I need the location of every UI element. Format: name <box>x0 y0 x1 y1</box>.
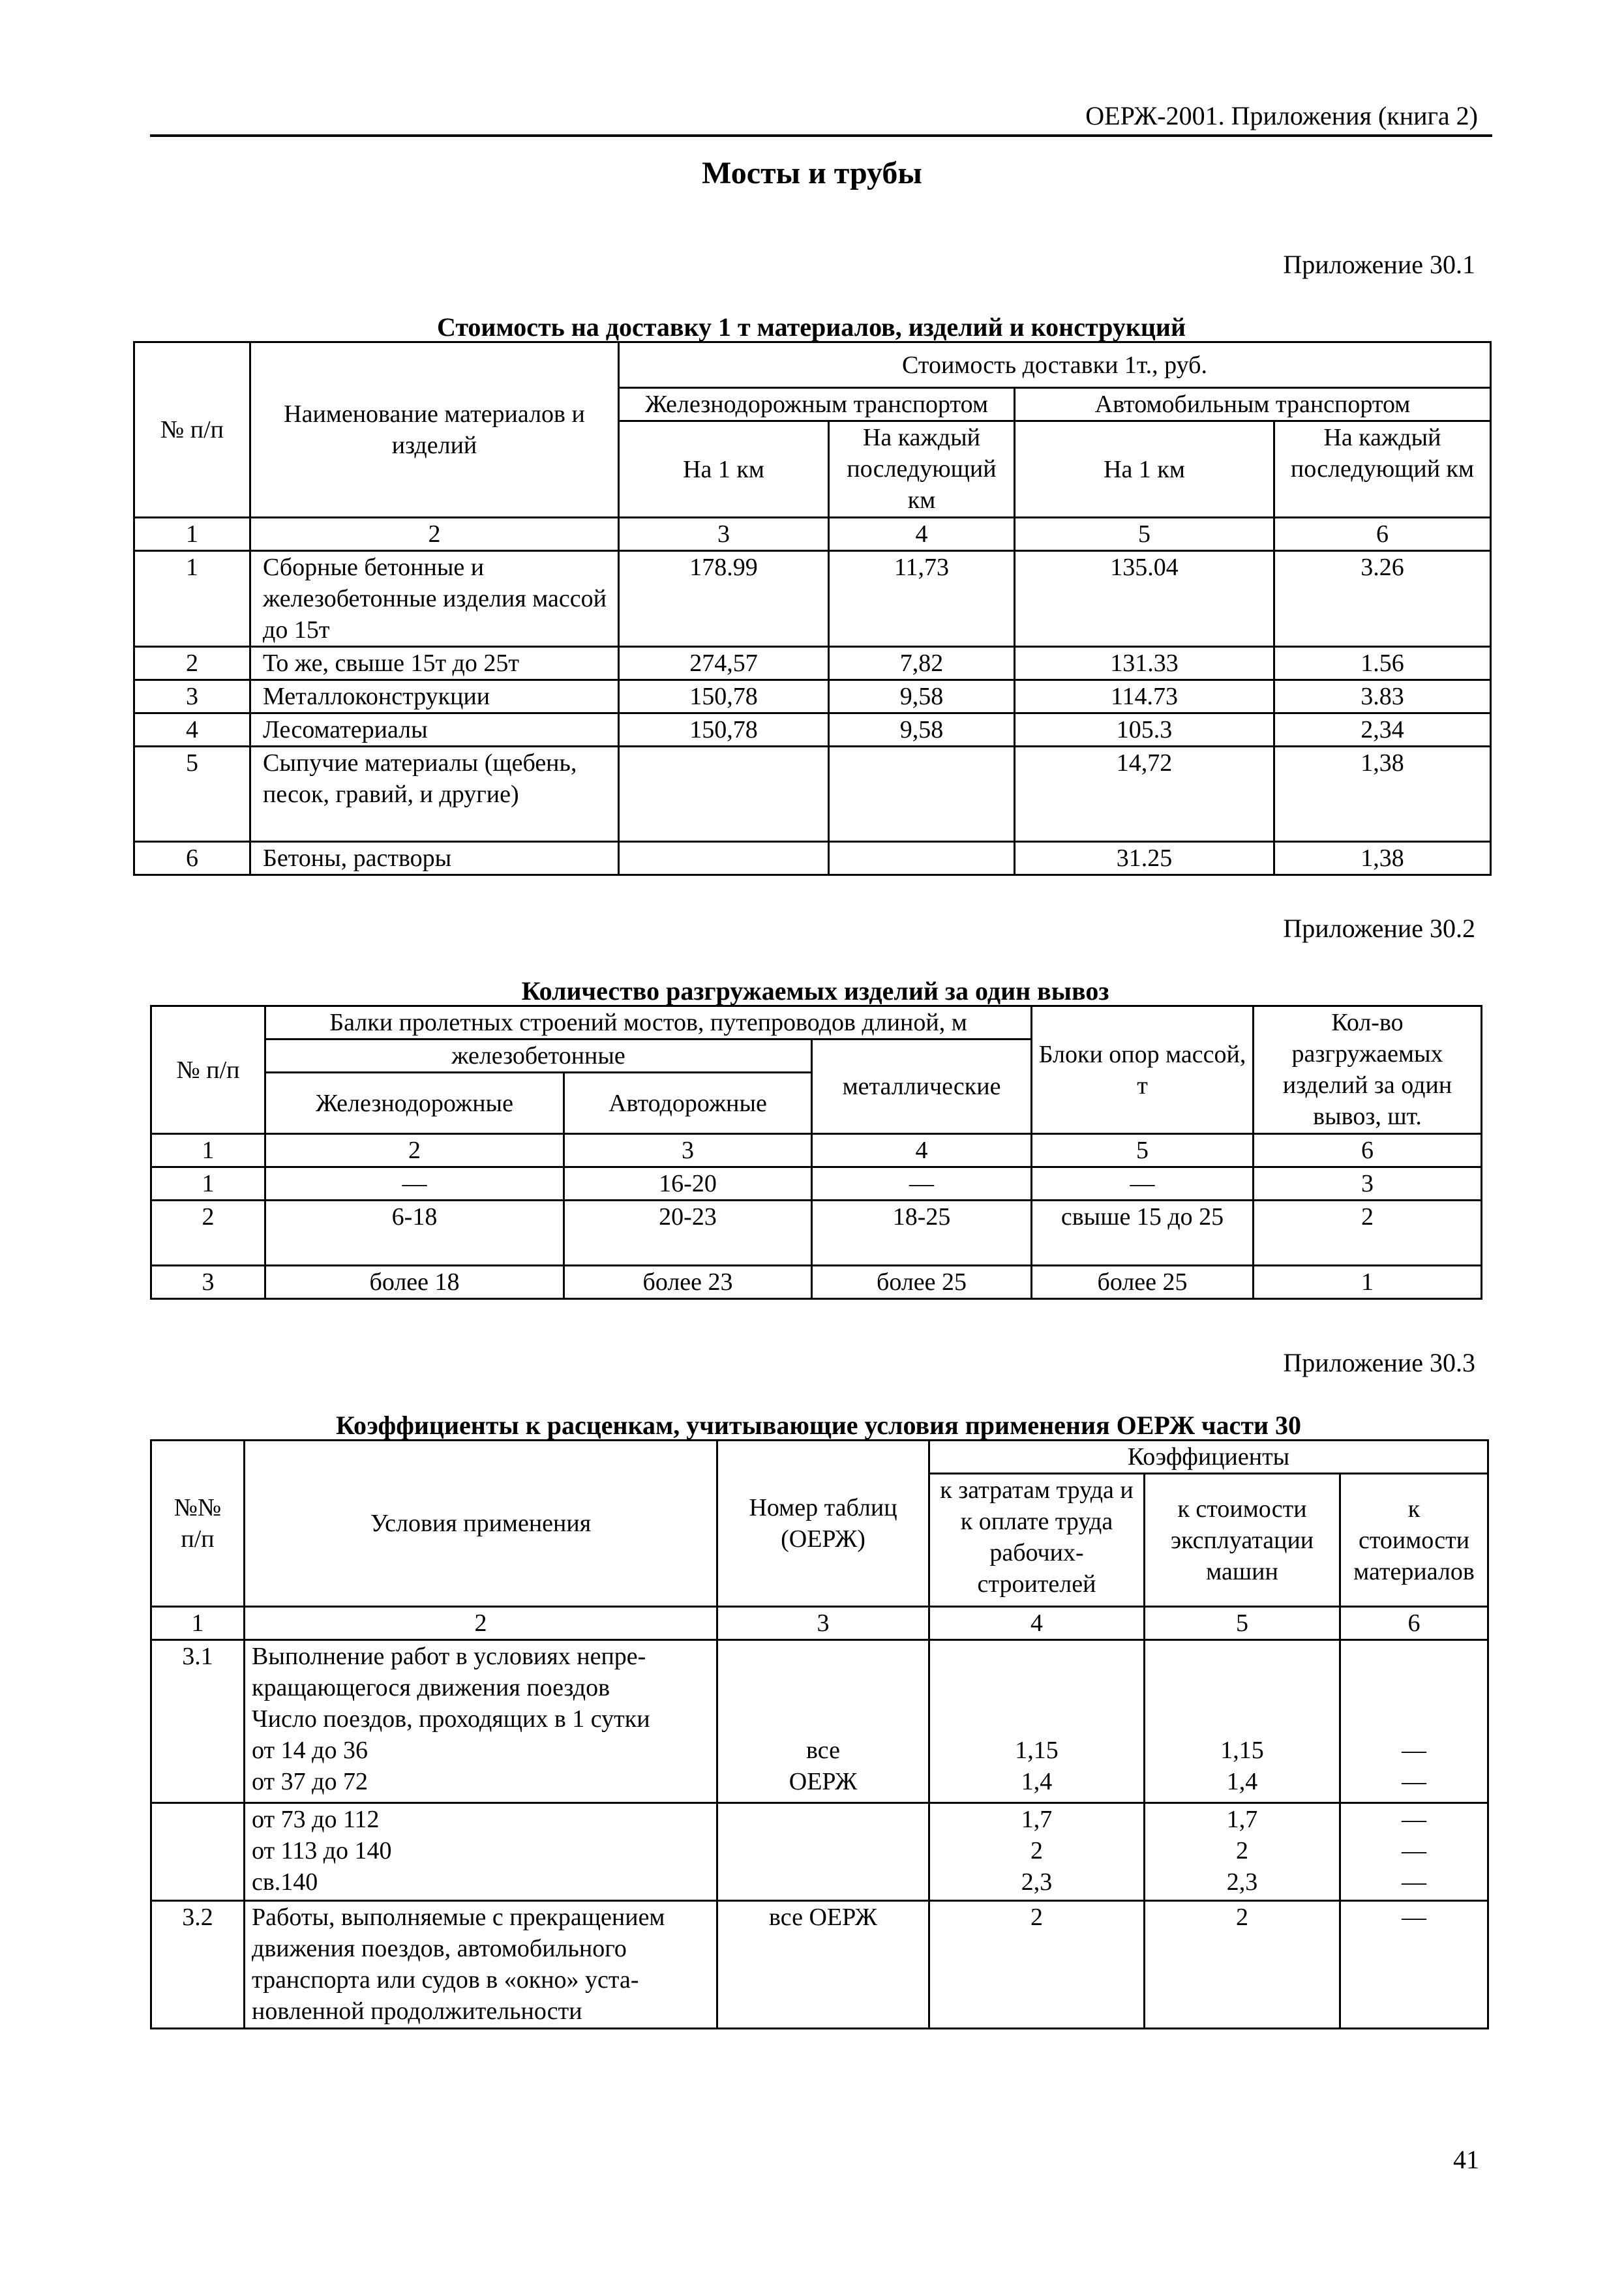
row-table-no: все ОЕРЖ <box>717 1901 929 2029</box>
header-materials-line: стоимости <box>1358 1526 1470 1554</box>
row-auto-km: 131.33 <box>1015 647 1274 680</box>
table-row <box>151 1167 1482 1201</box>
spacer <box>1149 1641 1335 1735</box>
materials-value: — <box>1402 1806 1427 1833</box>
row-name: Сыпучие материалы (щебень, песок, гравий, и другие) <box>250 747 619 842</box>
row-num: 3 <box>151 1266 265 1299</box>
spacer <box>1345 1641 1483 1735</box>
row-machines <box>1145 1640 1340 1803</box>
column-number: 5 <box>1032 1134 1254 1167</box>
header-auto-per-km: На 1 км <box>1015 421 1274 518</box>
row-num: 2 <box>151 1201 265 1266</box>
column-number: 1 <box>134 518 250 551</box>
column-number: 5 <box>1015 518 1274 551</box>
labor-value: 2 <box>1030 1837 1043 1864</box>
row-name: То же, свыше 15т до 25т <box>250 647 619 680</box>
table-row <box>151 1803 1488 1901</box>
header-rail: Железнодорожные <box>265 1073 564 1134</box>
header-rail-next-km: На каждый последующий км <box>829 421 1015 518</box>
column-number: 4 <box>829 518 1015 551</box>
delivery-cost-table <box>133 341 1492 876</box>
row-machines <box>1145 1803 1340 1901</box>
materials-value: — <box>1402 1737 1427 1764</box>
column-number-row <box>151 1134 1482 1167</box>
header-beams: Балки пролетных строений мостов, путепроводов длиной, м <box>265 1006 1032 1040</box>
row-rail-km <box>619 747 829 842</box>
table-row <box>151 1266 1482 1299</box>
row-conditions <box>245 1803 717 1901</box>
row-blocks: — <box>1032 1167 1254 1201</box>
header-road: Автодорожные <box>564 1073 812 1134</box>
header-auto-next-km: На каждый последующий км <box>1274 421 1491 518</box>
row-road: 16-20 <box>564 1167 812 1201</box>
row-num: 5 <box>134 747 250 842</box>
row-rail: — <box>265 1167 564 1201</box>
header-num: № п/п <box>134 342 250 518</box>
table-row <box>134 713 1491 747</box>
header-name: Наименование материалов и изделий <box>250 342 619 518</box>
row-num: 2 <box>134 647 250 680</box>
unloading-quantity-table <box>150 1005 1482 1300</box>
table-no-line: все <box>806 1737 840 1764</box>
page-number: 41 <box>1453 2145 1479 2174</box>
row-num: 3 <box>134 680 250 713</box>
column-number: 1 <box>151 1607 245 1640</box>
row-table-no <box>717 1803 929 1901</box>
condition-line: кращающегося движения поездов <box>252 1674 610 1701</box>
header-row <box>151 1006 1482 1040</box>
condition-line: новленной продолжительности <box>252 1997 582 2025</box>
row-name: Лесоматериалы <box>250 713 619 747</box>
row-num: 1 <box>134 551 250 647</box>
row-materials <box>1340 1803 1488 1901</box>
row-rail-km: 178.99 <box>619 551 829 647</box>
row-rail-next <box>829 747 1015 842</box>
table-row <box>134 842 1491 875</box>
row-auto-next: 1.56 <box>1274 647 1491 680</box>
row-name: Металлоконструкции <box>250 680 619 713</box>
column-number-row <box>151 1607 1488 1640</box>
row-table-no <box>717 1640 929 1803</box>
page-title: Мосты и трубы <box>702 156 922 190</box>
labor-value: 1,4 <box>1021 1768 1053 1795</box>
machines-value: 2,3 <box>1226 1868 1258 1896</box>
row-labor: 2 <box>929 1901 1145 2029</box>
labor-value: 1,15 <box>1015 1737 1059 1764</box>
header-table-no: Номер таблиц (ОЕРЖ) <box>717 1441 929 1607</box>
row-rail-km: 150,78 <box>619 713 829 747</box>
row-count: 3 <box>1254 1167 1482 1201</box>
row-rail: 6-18 <box>265 1201 564 1266</box>
row-blocks: свыше 15 до 25 <box>1032 1201 1254 1266</box>
header-count: Кол-во разгружаемых изделий за один вывоз, шт. <box>1254 1006 1482 1134</box>
row-name: Сборные бетонные и железобетонные изделия массой до 15т <box>250 551 619 647</box>
row-auto-km: 14,72 <box>1015 747 1274 842</box>
header-materials-line: к <box>1407 1495 1421 1523</box>
table-no-line: ОЕРЖ <box>789 1768 858 1795</box>
header-materials <box>1340 1474 1488 1607</box>
header-num: № п/п <box>151 1006 265 1134</box>
column-number-row <box>134 518 1491 551</box>
row-num: 4 <box>134 713 250 747</box>
table-row <box>134 747 1491 842</box>
row-num <box>151 1803 245 1901</box>
labor-value: 2,3 <box>1021 1868 1053 1896</box>
header-rail: Железнодорожным транспортом <box>619 388 1015 421</box>
row-rail-next: 11,73 <box>829 551 1015 647</box>
row-count: 1 <box>1254 1266 1482 1299</box>
row-rail-km <box>619 842 829 875</box>
labor-value: 1,7 <box>1021 1806 1053 1833</box>
row-auto-next: 3.26 <box>1274 551 1491 647</box>
column-number: 4 <box>812 1134 1032 1167</box>
row-metal: 18-25 <box>812 1201 1032 1266</box>
row-auto-next: 1,38 <box>1274 747 1491 842</box>
condition-line: Выполнение работ в условиях непре- <box>252 1643 646 1670</box>
header-reinforced-concrete: железобетонные <box>265 1040 812 1073</box>
header-coefficients: Коэффициенты <box>929 1441 1488 1474</box>
condition-line: Работы, выполняемые с прекращением <box>252 1904 665 1931</box>
condition-line: движения поездов, автомобильного <box>252 1935 627 1962</box>
row-name: Бетоны, растворы <box>250 842 619 875</box>
table-row <box>134 680 1491 713</box>
header-machines: к стоимости эксплуатации машин <box>1145 1474 1340 1607</box>
condition-line: от 37 до 72 <box>252 1768 368 1795</box>
running-header <box>150 97 1492 137</box>
condition-line: Число поездов, проходящих в 1 сутки <box>252 1705 650 1733</box>
column-number: 2 <box>265 1134 564 1167</box>
row-metal: более 25 <box>812 1266 1032 1299</box>
column-number: 1 <box>151 1134 265 1167</box>
header-rail-per-km: На 1 км <box>619 421 829 518</box>
header-metal: металлические <box>812 1040 1032 1134</box>
table-row <box>134 551 1491 647</box>
row-num: 3.1 <box>151 1640 245 1803</box>
header-num <box>151 1441 245 1607</box>
header-num-line: №№ <box>173 1494 222 1521</box>
header-row <box>151 1441 1488 1474</box>
header-conditions: Условия применения <box>245 1441 717 1607</box>
row-auto-km: 135.04 <box>1015 551 1274 647</box>
row-rail-next: 9,58 <box>829 680 1015 713</box>
column-number: 6 <box>1254 1134 1482 1167</box>
materials-value: — <box>1402 1768 1427 1795</box>
column-number: 6 <box>1340 1607 1488 1640</box>
column-number: 5 <box>1145 1607 1340 1640</box>
table-row <box>151 1640 1488 1803</box>
machines-value: 2 <box>1236 1837 1248 1864</box>
header-cost: Стоимость доставки 1т., руб. <box>619 342 1491 388</box>
appendix-30-2-label: Приложение 30.2 <box>1283 914 1475 943</box>
appendix-30-2-title: Количество разгружаемых изделий за один вывоз <box>521 976 1109 1006</box>
coefficients-table <box>150 1439 1489 2029</box>
row-auto-km: 114.73 <box>1015 680 1274 713</box>
row-labor <box>929 1640 1145 1803</box>
column-number: 3 <box>619 518 829 551</box>
row-num: 6 <box>134 842 250 875</box>
row-conditions <box>245 1640 717 1803</box>
table-row <box>151 1201 1482 1266</box>
row-labor <box>929 1803 1145 1901</box>
condition-line: от 73 до 112 <box>252 1806 380 1833</box>
row-rail-next <box>829 842 1015 875</box>
materials-value: — <box>1402 1837 1427 1864</box>
row-blocks: более 25 <box>1032 1266 1254 1299</box>
appendix-30-3-label: Приложение 30.3 <box>1283 1348 1475 1377</box>
spacer <box>934 1641 1139 1735</box>
machines-value: 1,7 <box>1226 1806 1258 1833</box>
row-auto-km: 31.25 <box>1015 842 1274 875</box>
column-number: 6 <box>1274 518 1491 551</box>
machines-value: 1,4 <box>1226 1768 1258 1795</box>
row-num: 1 <box>151 1167 265 1201</box>
appendix-30-3-title: Коэффициенты к расценкам, учитывающие условия применения ОЕРЖ части 30 <box>335 1411 1302 1440</box>
appendix-30-1-title: Стоимость на доставку 1 т материалов, изделий и конструкций <box>436 312 1186 342</box>
row-rail: более 18 <box>265 1266 564 1299</box>
column-number: 4 <box>929 1607 1145 1640</box>
materials-value: — <box>1402 1868 1427 1896</box>
row-materials <box>1340 1640 1488 1803</box>
running-title: ОЕРЖ-2001. Приложения (книга 2) <box>1085 101 1478 130</box>
row-road: 20-23 <box>564 1201 812 1266</box>
row-materials: — <box>1340 1901 1488 2029</box>
machines-value: 1,15 <box>1220 1737 1264 1764</box>
row-rail-km: 274,57 <box>619 647 829 680</box>
appendix-30-1-label: Приложение 30.1 <box>1283 250 1475 279</box>
row-auto-next: 2,34 <box>1274 713 1491 747</box>
column-number: 2 <box>250 518 619 551</box>
header-row <box>134 342 1491 388</box>
row-rail-km: 150,78 <box>619 680 829 713</box>
row-auto-km: 105.3 <box>1015 713 1274 747</box>
condition-line: транспорта или судов в «окно» уста- <box>252 1966 639 1994</box>
header-blocks: Блоки опор массой, т <box>1032 1006 1254 1134</box>
row-num: 3.2 <box>151 1901 245 2029</box>
condition-line: от 14 до 36 <box>252 1737 368 1764</box>
row-auto-next: 1,38 <box>1274 842 1491 875</box>
row-metal: — <box>812 1167 1032 1201</box>
table-row <box>151 1901 1488 2029</box>
condition-line: от 113 до 140 <box>252 1837 392 1864</box>
row-rail-next: 9,58 <box>829 713 1015 747</box>
table-row <box>134 647 1491 680</box>
header-materials-line: материалов <box>1353 1557 1475 1585</box>
column-number: 3 <box>717 1607 929 1640</box>
header-auto: Автомобильным транспортом <box>1015 388 1491 421</box>
column-number: 2 <box>245 1607 717 1640</box>
row-rail-next: 7,82 <box>829 647 1015 680</box>
row-road: более 23 <box>564 1266 812 1299</box>
row-count: 2 <box>1254 1201 1482 1266</box>
column-number: 3 <box>564 1134 812 1167</box>
row-machines: 2 <box>1145 1901 1340 2029</box>
header-num-line: п/п <box>181 1525 215 1553</box>
condition-line: св.140 <box>252 1868 318 1896</box>
spacer <box>722 1641 924 1735</box>
header-labor: к затратам труда и к оплате труда рабочих-строителей <box>929 1474 1145 1607</box>
row-auto-next: 3.83 <box>1274 680 1491 713</box>
row-conditions <box>245 1901 717 2029</box>
